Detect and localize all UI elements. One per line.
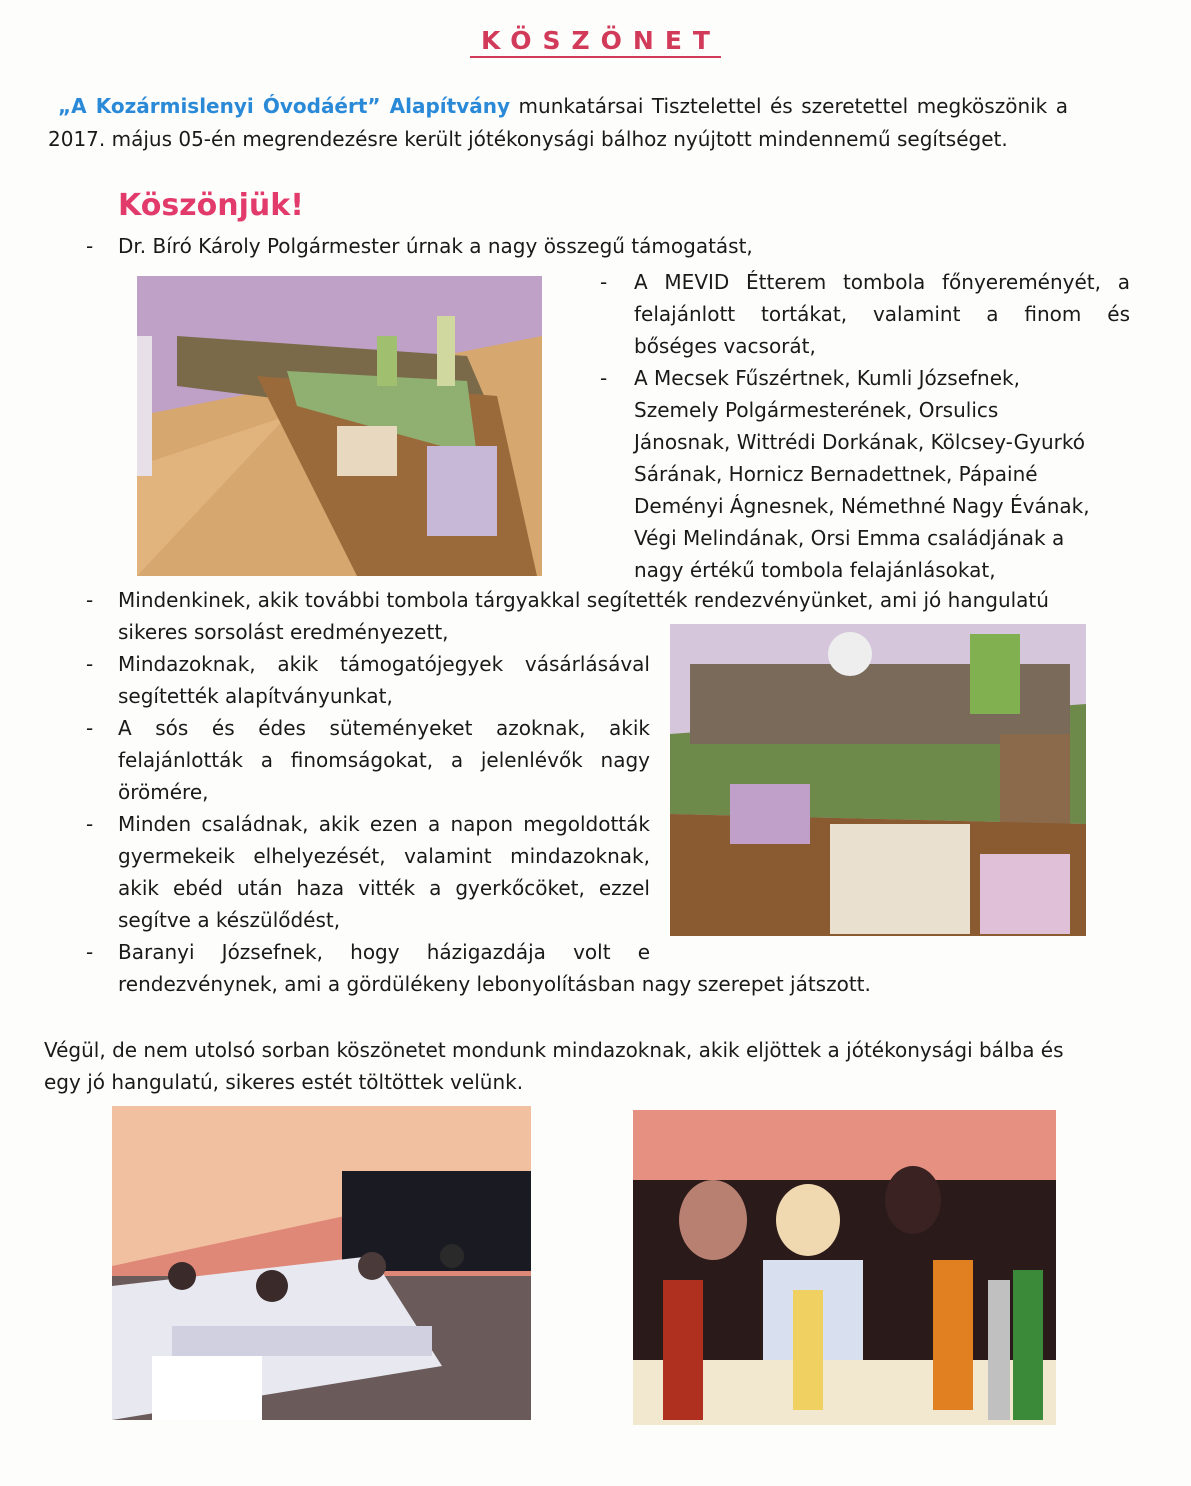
- item-mayor: Dr. Bíró Károly Polgármester úrnak a nagy összegű támogatást,: [118, 234, 753, 258]
- item-cakes: A sós és édes süteményeket azoknak, akik felajánlották a finomságokat, a jelenlévők nagy örömére,: [118, 716, 650, 804]
- photo-ballroom-guests: [112, 1106, 531, 1420]
- list-dash: -: [86, 812, 94, 836]
- list-dash: -: [600, 366, 608, 390]
- item-baranyi: Baranyi Józsefnek, hogy házigazdája volt e rendezvénynek, ami a gördülékeny lebonyolításban nagy szerepet játszott.: [118, 940, 871, 996]
- intro-line1: munkatársai Tisztelettel és szeretettel megköszönik a: [518, 94, 1069, 118]
- intro-paragraph: [48, 90, 1068, 156]
- list-dash: -: [86, 234, 94, 258]
- list-dash: -: [86, 940, 94, 964]
- item-mecsek: A Mecsek Fűszértnek, Kumli Józsefnek, Szemely Polgármesterének, Orsulics Jánosnak, Wittrédi Dorkának, Kölcsey-Gyurkó Sárának, Hornicz Bernadettnek, Pápainé Deményi Ágnesnek, Némethné Nagy Évának, Végi Melindának, Orsi Emma családjának a nagy értékű tombola felajánlásokat,: [634, 366, 1090, 582]
- photo-prize-table: [670, 624, 1086, 936]
- closing-paragraph: Végül, de nem utolsó sorban köszönetet mondunk mindazoknak, akik eljöttek a jótékonysági bálba és egy jó hangulatú, sikeres estét töltöttek velünk.: [44, 1038, 1064, 1094]
- list-dash: -: [86, 588, 94, 612]
- list-dash: -: [600, 270, 608, 294]
- page-title: KÖSZÖNET: [0, 26, 1191, 55]
- photo-raffle-prizes-hall: [137, 276, 542, 576]
- intro-line2: 2017. május 05-én megrendezésre került jótékonysági bálhoz nyújtott mindennemű segítséget.: [48, 127, 1008, 151]
- item-mevid: A MEVID Étterem tombola főnyereményét, a felajánlott tortákat, valamint a finom és bőséges vacsorát,: [634, 270, 1130, 358]
- thanks-heading: Köszönjük!: [118, 188, 304, 223]
- foundation-name: „A Kozármislenyi Óvodáért” Alapítvány: [58, 94, 511, 118]
- item-tickets: Mindazoknak, akik támogatójegyek vásárlásával segítették alapítványunkat,: [118, 652, 650, 708]
- item-families: Minden családnak, akik ezen a napon megoldották gyermekeik elhelyezését, valamint mindazoknak, akik ebéd után haza vitték a gyerkőcöket, ezzel segítve a készülődést,: [118, 812, 650, 932]
- photo-guests-at-table: [633, 1110, 1056, 1425]
- list-dash: -: [86, 716, 94, 740]
- item-everyone: Mindenkinek, akik további tombola tárgyakkal segítették rendezvényünket, ami jó hangulatú sikeres sorsolást eredményezett,: [118, 588, 1049, 644]
- list-dash: -: [86, 652, 94, 676]
